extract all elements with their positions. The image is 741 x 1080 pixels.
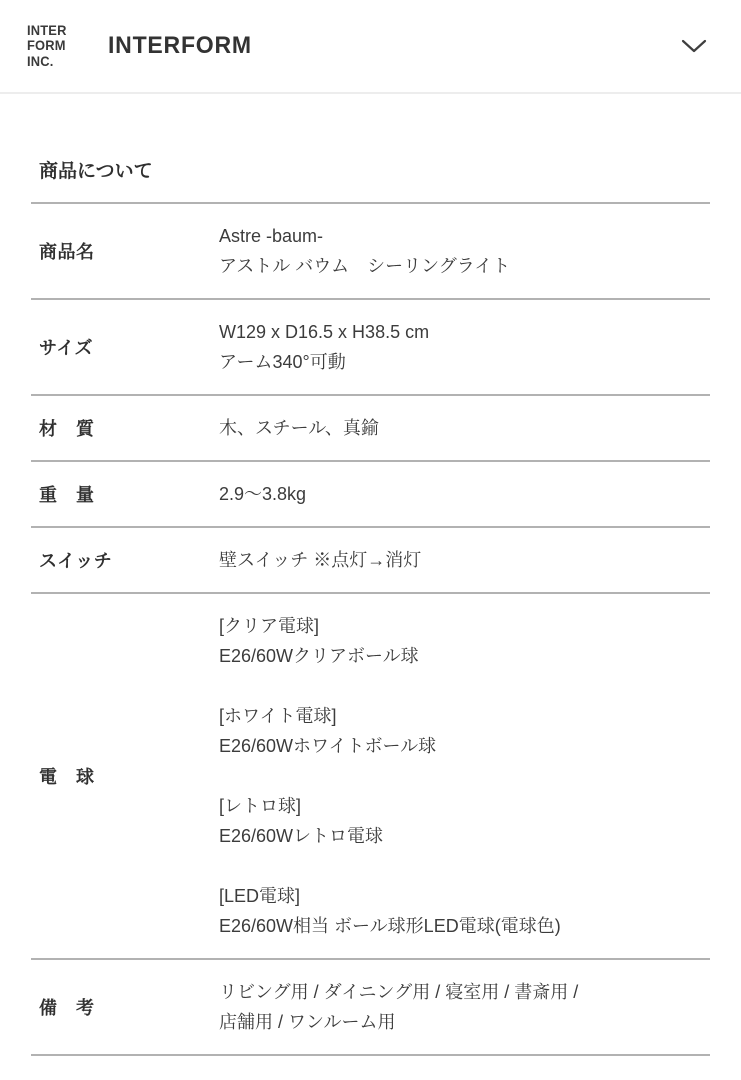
brand-name: INTERFORM xyxy=(108,32,252,59)
spec-value xyxy=(219,317,710,377)
spec-label: 重 量 xyxy=(39,485,95,505)
logo-line: INTER xyxy=(27,21,67,38)
spec-label: 電 球 xyxy=(39,767,95,787)
bulb-option-clear xyxy=(219,611,710,671)
spec-row-bulb xyxy=(31,594,710,960)
header-collapse-toggle[interactable] xyxy=(679,31,709,61)
spec-label: 商品名 xyxy=(39,242,95,262)
spec-value xyxy=(219,221,710,281)
spec-row-switch xyxy=(31,528,710,594)
spec-row-size xyxy=(31,300,710,396)
spec-value xyxy=(219,545,710,575)
spec-label: サイズ xyxy=(39,338,94,358)
section-title: 商品について xyxy=(39,161,153,182)
spec-label: 備 考 xyxy=(39,998,95,1018)
spec-row-notes xyxy=(31,960,710,1056)
spec-value xyxy=(219,479,710,509)
spec-value-line: E26/60Wホワイトボール球 xyxy=(219,736,437,756)
spec-value-line: アストル バウム シーリングライト xyxy=(219,256,511,276)
spec-value-line: Astre -baum- xyxy=(219,226,324,246)
spec-value-line: [LED電球] xyxy=(219,886,301,906)
spec-table xyxy=(31,202,710,1056)
logo-line: FORM xyxy=(27,37,66,54)
spec-value-line: 2.9〜3.8kg xyxy=(219,484,307,504)
spec-value-line: [ホワイト電球] xyxy=(219,706,337,726)
spec-value-line: 壁スイッチ ※点灯→消灯 xyxy=(219,550,422,570)
spec-value-line: [レトロ球] xyxy=(219,796,302,816)
spec-value xyxy=(219,413,710,443)
spec-value-line: W129 x D16.5 x H38.5 cm xyxy=(219,322,430,342)
spec-label: 材 質 xyxy=(39,419,95,439)
spec-value-line: E26/60Wレトロ電球 xyxy=(219,826,384,846)
bulb-option-white xyxy=(219,701,710,761)
site-header xyxy=(0,0,741,94)
bulb-option-led xyxy=(219,881,710,941)
spec-value-line: E26/60Wクリアボール球 xyxy=(219,646,419,666)
spec-label: スイッチ xyxy=(39,551,113,571)
spec-value xyxy=(219,977,710,1037)
spec-value-line: E26/60W相当 ボール球形LED電球(電球色) xyxy=(219,916,561,936)
spec-value xyxy=(219,611,710,941)
spec-value-line: リビング用 / ダイニング用 / 寝室用 / 書斎用 / xyxy=(219,982,579,1002)
interform-logo xyxy=(27,23,67,70)
spec-value-line: アーム340°可動 xyxy=(219,352,346,372)
spec-value-line: [クリア電球] xyxy=(219,616,320,636)
product-spec-section xyxy=(0,94,741,1056)
spec-row-material xyxy=(31,396,710,462)
bulb-option-retro xyxy=(219,791,710,851)
spec-value-line: 木、スチール、真鍮 xyxy=(219,418,379,438)
spec-row-weight xyxy=(31,462,710,528)
chevron-down-icon xyxy=(680,38,708,54)
spec-row-product-name xyxy=(31,204,710,300)
spec-value-line: 店舗用 / ワンルーム用 xyxy=(219,1012,396,1032)
logo-line: INC. xyxy=(27,52,54,69)
